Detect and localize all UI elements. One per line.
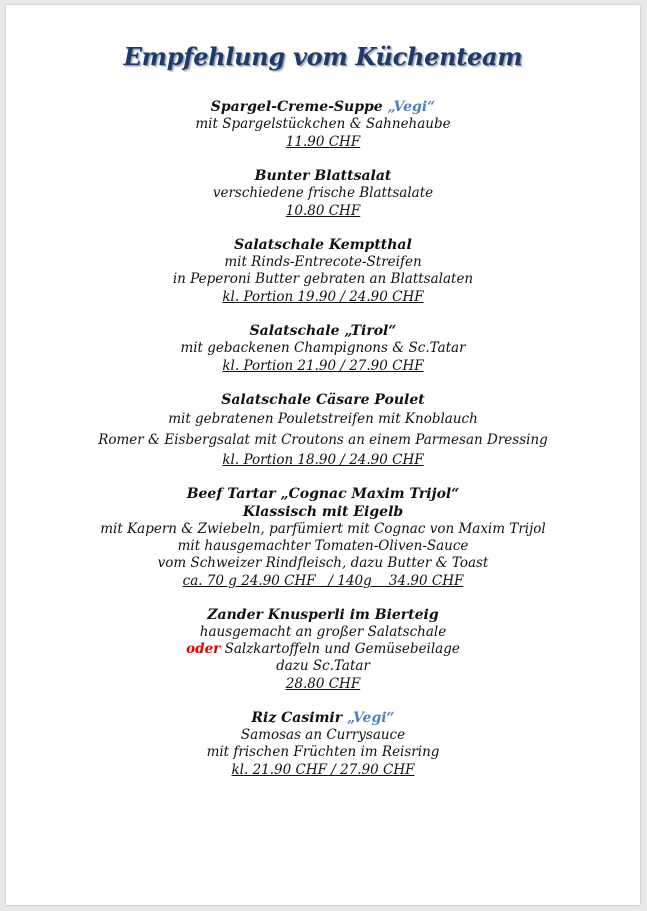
dish-name: Salatschale Cäsare Poulet — [221, 392, 425, 408]
dish-name: Spargel-Creme-Suppe „Vegi“ — [210, 99, 436, 115]
dish-price: 11.90 CHF — [285, 134, 361, 150]
dish-name: Zander Knusperli im Bierteig — [207, 607, 439, 623]
menu-item — [6, 236, 640, 306]
menu-item — [6, 98, 640, 151]
dish-price: 10.80 CHF — [285, 203, 361, 219]
menu-page — [6, 5, 640, 905]
dish-description: mit Rinds-Entrecote-Streifen — [224, 254, 422, 270]
dish-description: Samosas an Currysauce — [240, 727, 406, 743]
dish-description: verschiedene frische Blattsalate — [212, 185, 434, 201]
dish-description: dazu Sc.Tatar — [276, 658, 370, 674]
dish-description: Romer & Eisbergsalat mit Croutons an einem Parmesan Dressing — [98, 432, 548, 448]
dish-description: in Peperoni Butter gebraten an Blattsalaten — [172, 271, 474, 287]
dish-name: Bunter Blattsalat — [254, 168, 392, 184]
page-title: Empfehlung vom Küchenteam — [123, 42, 523, 71]
vegi-tag: „Vegi“ — [387, 99, 436, 115]
dish-price: kl. 21.90 CHF / 27.90 CHF — [231, 762, 415, 778]
menu-item — [6, 485, 640, 590]
dish-name: Salatschale Kemptthal — [234, 237, 412, 253]
menu-item — [6, 322, 640, 375]
dish-price: kl. Portion 18.90 / 24.90 CHF — [222, 452, 424, 468]
dish-description: mit hausgemachter Tomaten-Oliven-Sauce — [177, 538, 469, 554]
dish-description: hausgemacht an großer Salatschale — [199, 624, 447, 640]
dish-price: ca. 70 g 24.90 CHF / 140g 34.90 CHF — [182, 573, 464, 589]
dish-description: mit gebackenen Champignons & Sc.Tatar — [180, 340, 466, 356]
menu-list — [6, 98, 640, 795]
dish-description: mit Kapern & Zwiebeln, parfümiert mit Cognac von Maxim Trijol — [100, 521, 546, 537]
dish-price: kl. Portion 19.90 / 24.90 CHF — [222, 289, 424, 305]
dish-description: mit Spargelstückchen & Sahnehaube — [195, 116, 451, 132]
vegi-tag: „Vegi“ — [346, 710, 395, 726]
dish-name: Riz Casimir „Vegi“ — [251, 710, 395, 726]
dish-description: oder Salzkartoffeln und Gemüsebeilage — [186, 641, 460, 657]
menu-item — [6, 391, 640, 469]
dish-name: Salatschale „Tirol“ — [249, 323, 397, 339]
dish-description: mit gebratenen Pouletstreifen mit Knoblauch — [168, 411, 478, 427]
dish-description: mit frischen Früchten im Reisring — [206, 744, 440, 760]
oder-highlight: oder — [186, 641, 221, 657]
dish-name: Beef Tartar „Cognac Maxim Trijol“ — [186, 486, 460, 502]
menu-item — [6, 709, 640, 779]
dish-description: vom Schweizer Rindfleisch, dazu Butter & Toast — [157, 555, 489, 571]
dish-subtitle: Klassisch mit Eigelb — [242, 504, 404, 520]
dish-price: kl. Portion 21.90 / 27.90 CHF — [222, 358, 424, 374]
menu-item — [6, 167, 640, 220]
dish-price: 28.80 CHF — [285, 676, 361, 692]
menu-item — [6, 606, 640, 693]
